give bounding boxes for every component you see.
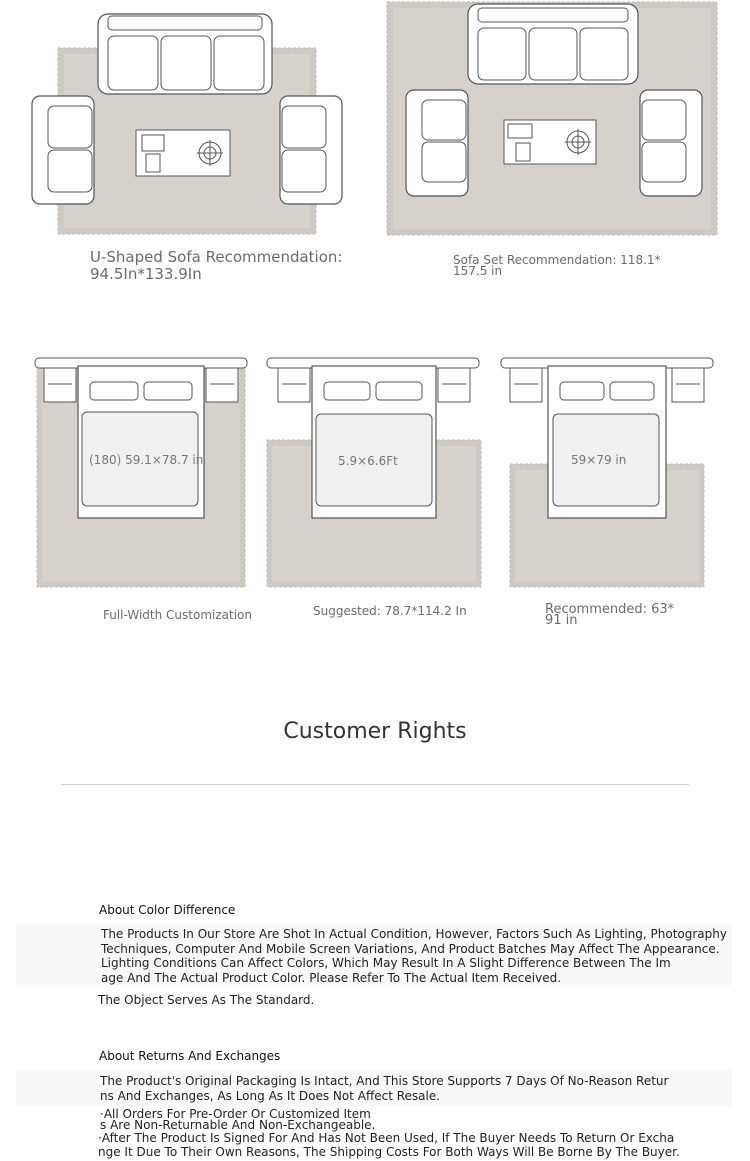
sofa-u-caption-line1: U-Shaped Sofa Recommendation: — [90, 248, 343, 266]
color-difference-heading: About Color Difference — [99, 903, 236, 917]
bed-full-diagram — [32, 354, 250, 590]
sofa-set-diagram — [384, 0, 720, 240]
sofa-u-caption-line2: 94.5In*133.9In — [90, 265, 202, 283]
returns-line: The Product's Original Packaging Is Intact, And This Store Supports 7 Days Of No-Reason Retur — [100, 1074, 669, 1088]
sofa-set-caption-line1: Sofa Set Recommendation: 118.1* — [453, 253, 661, 267]
bed-suggested-diagram — [264, 354, 484, 590]
bed-suggested-size-label: 5.9×6.6Ft — [338, 454, 398, 468]
color-difference-line: Techniques, Computer And Mobile Screen Variations, And Product Batches May Affect The Appearance. — [101, 942, 720, 956]
signed-return-line: nge It Due To Their Own Reasons, The Shipping Costs For Both Ways Will Be Borne By The Buyer. — [98, 1145, 680, 1159]
bed-recommended-size-label: 59×79 in — [571, 453, 627, 467]
section-title: Customer Rights — [283, 719, 467, 744]
color-difference-line: The Products In Our Store Are Shot In Actual Condition, However, Factors Such As Lighting, Photography — [101, 927, 727, 941]
bed-suggested-caption: Suggested: 78.7*114.2 In — [313, 604, 467, 618]
returns-heading: About Returns And Exchanges — [99, 1049, 281, 1063]
preorder-line: s Are Non-Returnable And Non-Exchangeable. — [100, 1118, 376, 1132]
color-difference-line: Lighting Conditions Can Affect Colors, Which May Result In A Slight Difference Between The Im — [101, 956, 671, 970]
u-shaped-sofa-diagram — [28, 10, 346, 238]
color-difference-line: age And The Actual Product Color. Please Refer To The Actual Item Received. — [101, 971, 562, 985]
returns-line: ns And Exchanges, As Long As It Does Not Affect Resale. — [100, 1089, 441, 1103]
signed-return-line: ·After The Product Is Signed For And Has Not Been Used, If The Buyer Needs To Return Or Excha — [98, 1131, 675, 1145]
bed-full-size-label: (180) 59.1×78.7 in — [89, 453, 204, 467]
preorder-line: ·All Orders For Pre-Order Or Customized Item — [100, 1107, 371, 1121]
sofa-set-caption-line2: 157.5 in — [453, 264, 503, 278]
bed-recommended-caption-line1: Recommended: 63* — [545, 602, 675, 617]
bed-full-caption: Full-Width Customization — [103, 608, 252, 622]
bed-recommended-caption-line2: 91 in — [545, 613, 578, 628]
color-standard-note: The Object Serves As The Standard. — [98, 993, 315, 1007]
divider — [61, 784, 689, 785]
bed-recommended-diagram — [498, 354, 716, 590]
